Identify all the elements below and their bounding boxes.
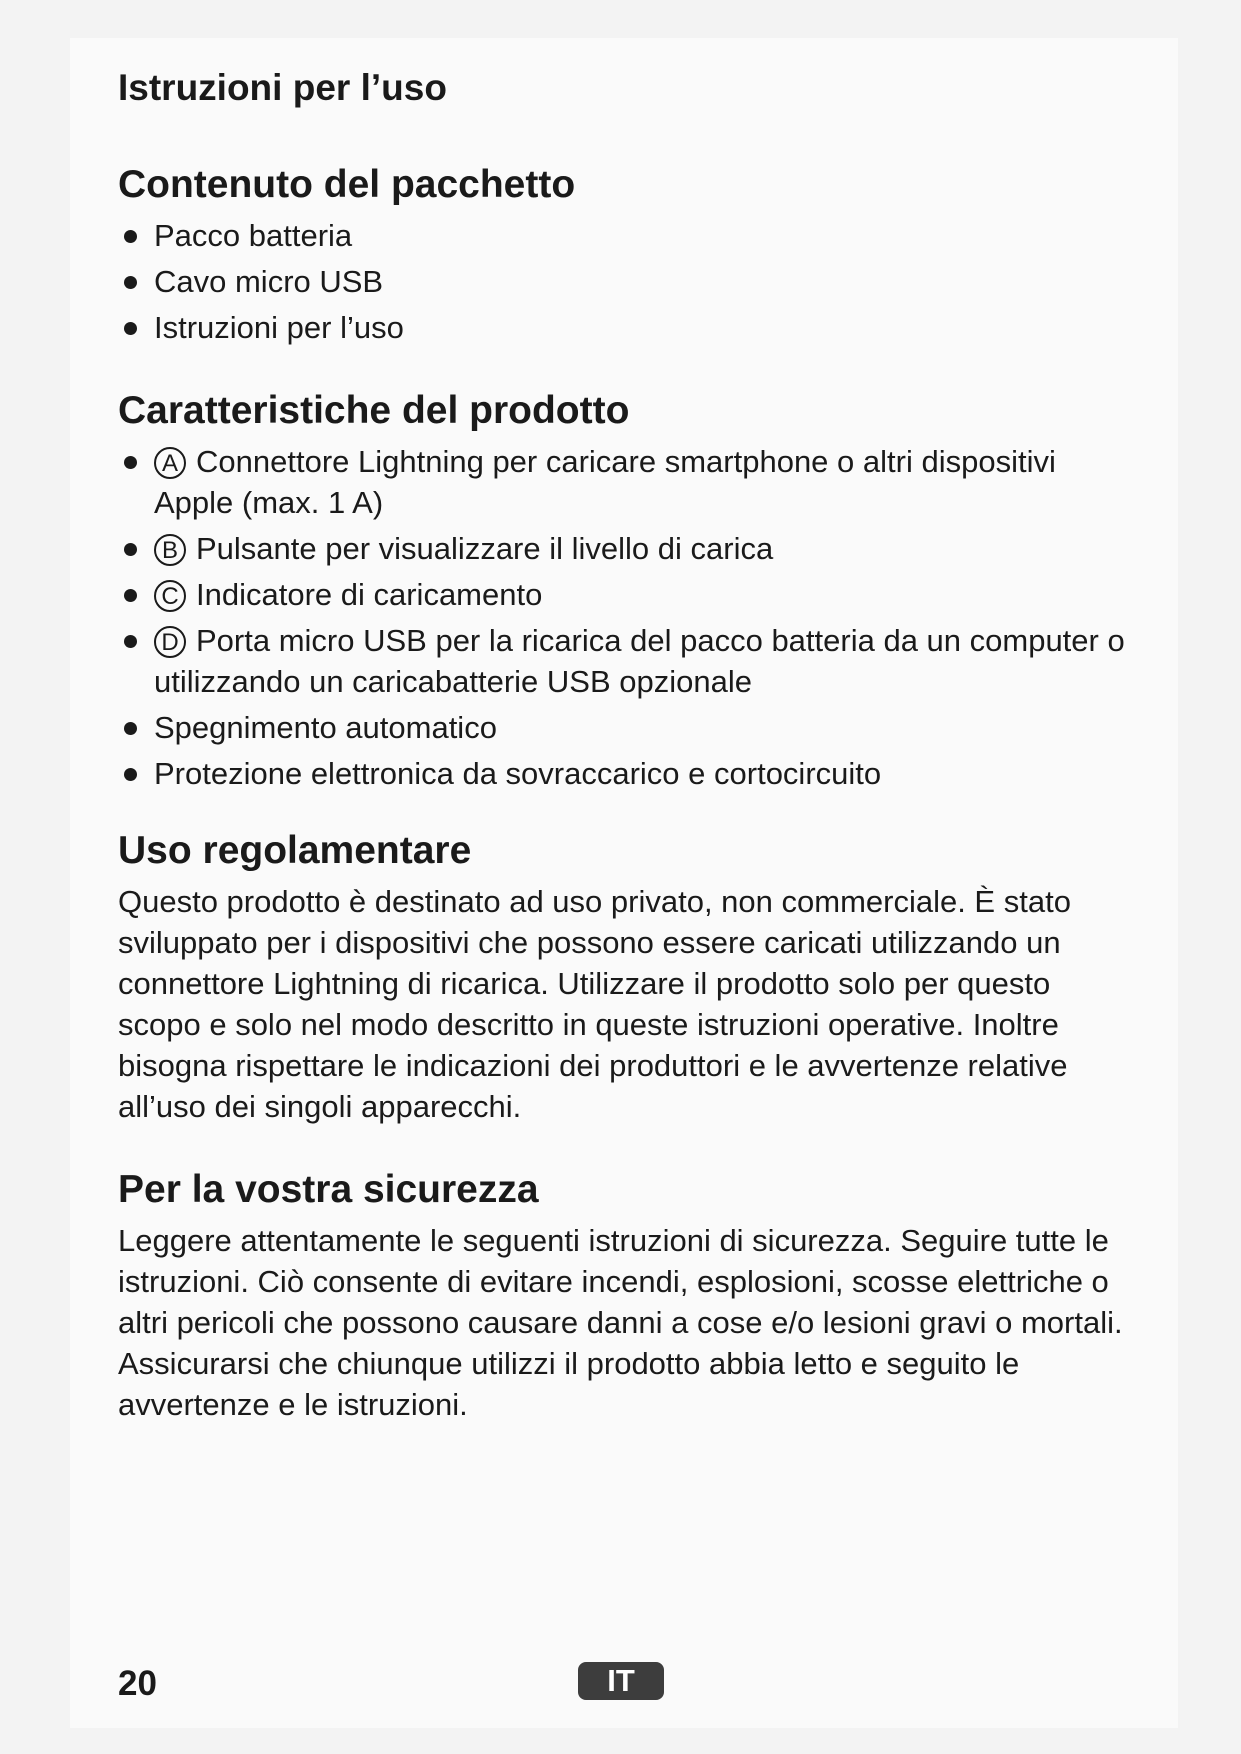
- intended-use-body: Questo prodotto è destinato ad uso privato, non commerciale. È stato sviluppato per i dispositivi che possono essere caricati utilizzando un connettore Lightning di ricarica. Utilizzare il prodotto solo per questo scopo e solo nel modo descritto in queste istruzioni operative. Inoltre bisogna rispettare le indicazioni dei produttori e le avvertenze relative all’uso dei singoli apparecchi.: [118, 883, 1071, 1124]
- list-item: [118, 753, 1138, 794]
- document-title: Istruzioni per l’uso: [118, 67, 447, 108]
- list-item: [118, 441, 1138, 523]
- product-features-section: [118, 388, 1138, 794]
- language-badge: IT: [578, 1662, 664, 1700]
- feature-text: Indicatore di caricamento: [196, 576, 543, 612]
- callout-marker-c: C: [154, 580, 186, 612]
- feature-text: Protezione elettronica da sovraccarico e cortocircuito: [154, 755, 882, 791]
- callout-marker-d: D: [154, 626, 186, 658]
- product-features-heading: Caratteristiche del prodotto: [118, 389, 630, 433]
- callout-marker-a: A: [154, 447, 186, 479]
- safety-section: [118, 1167, 1138, 1425]
- list-item: Pacco batteria: [118, 215, 1138, 256]
- package-contents-section: [118, 162, 1138, 348]
- safety-heading: Per la vostra sicurezza: [118, 1167, 539, 1211]
- feature-text: Pulsante per visualizzare il livello di carica: [196, 530, 774, 566]
- list-item: Istruzioni per l’uso: [118, 307, 1138, 348]
- safety-body: Leggere attentamente le seguenti istruzioni di sicurezza. Seguire tutte le istruzioni. Ciò consente di evitare incendi, esplosioni, scosse elettriche o altri pericoli che possono causare danni a cose e/o lesioni gravi o mortali. Assicurarsi che chiunque utilizzi il prodotto abbia letto e seguito le avvertenze e le istruzioni.: [118, 1222, 1123, 1422]
- feature-text: Connettore Lightning per caricare smartphone o altri dispositivi Apple (max. 1 A): [154, 443, 1056, 520]
- package-contents-heading: Contenuto del pacchetto: [118, 163, 576, 207]
- product-features-list: [118, 441, 1138, 794]
- list-item: [118, 707, 1138, 748]
- list-item: [118, 620, 1138, 702]
- list-item: [118, 528, 1138, 569]
- package-contents-list: [118, 215, 1138, 348]
- page-content: [118, 66, 1138, 1465]
- feature-text: Spegnimento automatico: [154, 709, 497, 745]
- intended-use-heading: Uso regolamentare: [118, 828, 472, 872]
- feature-text: Porta micro USB per la ricarica del pacco batteria da un computer o utilizzando un caricabatterie USB opzionale: [154, 622, 1125, 699]
- list-item: Cavo micro USB: [118, 261, 1138, 302]
- intended-use-section: [118, 828, 1138, 1127]
- list-item: [118, 574, 1138, 615]
- callout-marker-b: B: [154, 534, 186, 566]
- page-number: 20: [118, 1664, 157, 1703]
